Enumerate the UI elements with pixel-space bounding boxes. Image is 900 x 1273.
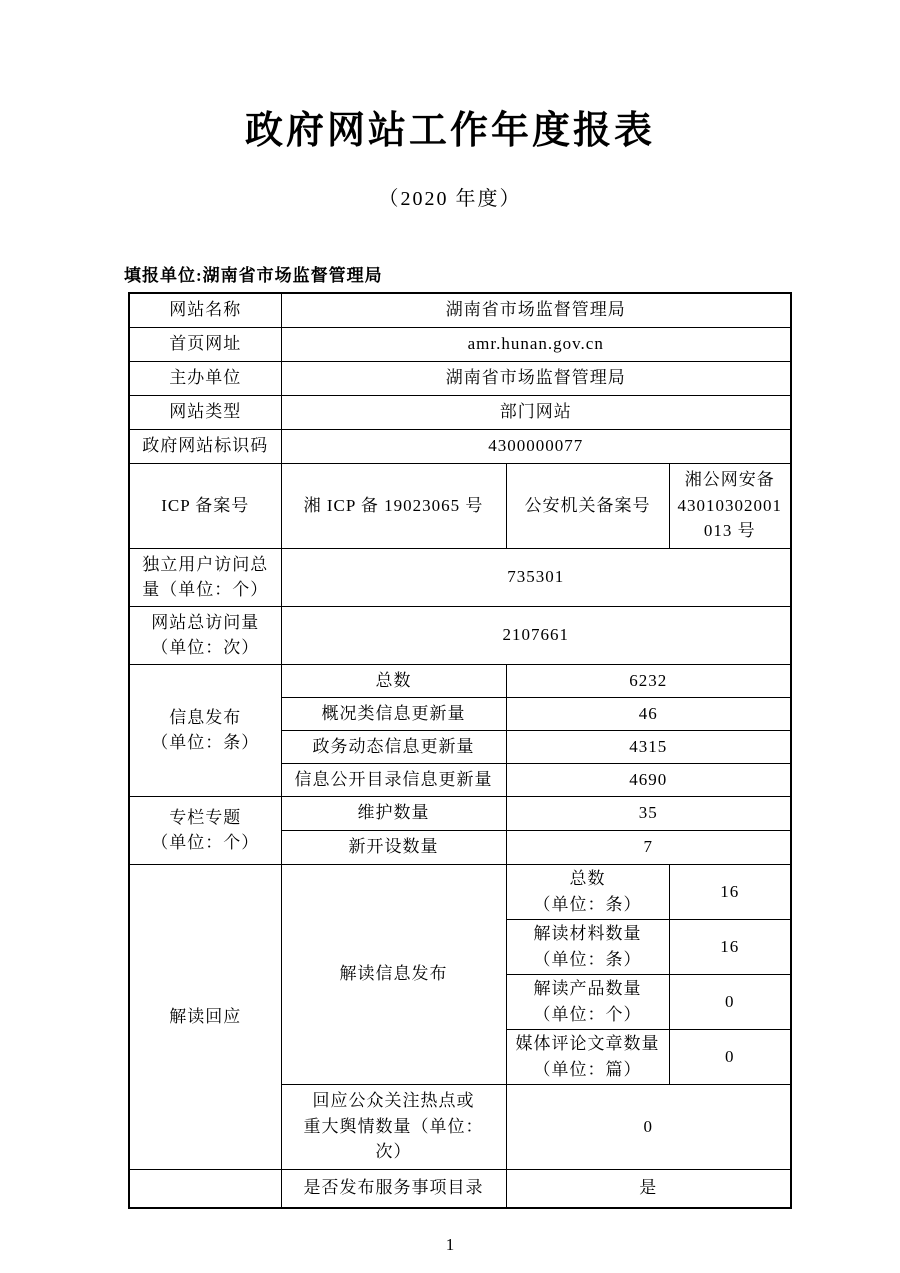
info-overview-label: 概况类信息更新量 — [281, 697, 506, 730]
page-number: 1 — [445, 1234, 455, 1254]
hotspot-label-line: 重大舆情数量（单位： — [303, 1116, 484, 1136]
page-subtitle: （2020 年度） — [378, 187, 522, 210]
police-filing-label: 公安机关备案号 — [506, 463, 669, 548]
columns-new-value: 7 — [506, 830, 791, 864]
site-type-value: 部门网站 — [281, 395, 791, 429]
info-total-value: 6232 — [506, 664, 791, 697]
columns-maintained-value: 35 — [506, 796, 791, 830]
page-title: 政府网站工作年度报表 — [244, 110, 655, 152]
service-directory-row — [129, 1169, 791, 1208]
special-columns-section-line: （单位：个） — [151, 833, 260, 852]
interpret-media-unit: （单位：篇） — [533, 1059, 642, 1079]
home-url-value: amr.hunan.gov.cn — [281, 327, 791, 361]
site-code-label: 政府网站标识码 — [129, 429, 281, 463]
info-directory-value: 4690 — [506, 763, 791, 796]
info-publish-section-line: （单位：条） — [151, 733, 260, 752]
icp-label: ICP 备案号 — [129, 463, 281, 548]
police-filing-value — [669, 463, 791, 548]
unique-users-label-line: 独立用户访问总 — [142, 554, 269, 574]
interpretation-section: 解读回应 — [129, 864, 281, 1169]
interpret-material-value: 16 — [669, 919, 791, 974]
interpret-total-label — [506, 864, 669, 919]
police-filing-line: 013 号 — [703, 521, 756, 541]
interpret-media-label — [506, 1029, 669, 1084]
sponsor-value: 湖南省市场监督管理局 — [281, 361, 791, 395]
columns-new-label: 新开设数量 — [281, 830, 506, 864]
hotspot-label — [281, 1084, 506, 1169]
hotspot-label-line: 次） — [375, 1142, 412, 1162]
sponsor-row — [129, 361, 791, 395]
icp-row — [129, 463, 791, 548]
icp-value: 湘 ICP 备 19023065 号 — [281, 463, 506, 548]
filing-unit: 填报单位:湖南省市场监督管理局 — [124, 265, 383, 285]
total-visits-label — [129, 606, 281, 664]
hotspot-label-line: 回应公众关注热点或 — [312, 1091, 475, 1111]
interpret-media-label-line: 媒体评论文章数量 — [515, 1034, 660, 1053]
site-code-row — [129, 429, 791, 463]
info-dynamics-label: 政务动态信息更新量 — [281, 730, 506, 763]
site-code-value: 4300000077 — [281, 429, 791, 463]
police-filing-line: 43010302001 — [677, 495, 782, 515]
total-visits-row — [129, 606, 791, 664]
interpret-product-label-line: 解读产品数量 — [533, 979, 642, 998]
special-columns-section — [129, 796, 281, 864]
info-publish-total-row — [129, 664, 791, 697]
unique-users-value: 735301 — [281, 548, 791, 606]
interpret-media-value: 0 — [669, 1029, 791, 1084]
interpret-total-label-line: 总数 — [569, 869, 606, 888]
sponsor-label: 主办单位 — [129, 361, 281, 395]
interpret-total-row — [129, 864, 791, 919]
total-visits-label-line: （单位：次） — [151, 638, 260, 657]
interpret-product-label — [506, 974, 669, 1029]
home-url-label: 首页网址 — [129, 327, 281, 361]
police-filing-line: 湘公网安备 — [684, 470, 775, 490]
interpret-publish-label: 解读信息发布 — [281, 864, 506, 1084]
service-directory-label: 是否发布服务事项目录 — [281, 1169, 506, 1208]
home-url-row — [129, 327, 791, 361]
interpret-material-label-line: 解读材料数量 — [533, 924, 642, 943]
site-name-value: 湖南省市场监督管理局 — [281, 293, 791, 328]
info-publish-section — [129, 664, 281, 796]
service-directory-value: 是 — [506, 1169, 791, 1208]
unique-users-label — [129, 548, 281, 606]
interpret-total-value: 16 — [669, 864, 791, 919]
site-name-row — [129, 293, 791, 328]
total-visits-value: 2107661 — [281, 606, 791, 664]
interpret-total-unit: （单位：条） — [533, 894, 642, 914]
columns-maintained-row — [129, 796, 791, 830]
columns-maintained-label: 维护数量 — [281, 796, 506, 830]
annual-report-table — [128, 292, 792, 1209]
interpret-material-label — [506, 919, 669, 974]
site-type-row — [129, 395, 791, 429]
interpret-material-unit: （单位：条） — [533, 949, 642, 969]
empty-cell — [129, 1169, 281, 1208]
unique-users-label-line: 量（单位：个） — [142, 580, 269, 599]
interpret-product-unit: （单位：个） — [533, 1004, 642, 1024]
site-type-label: 网站类型 — [129, 395, 281, 429]
special-columns-section-line: 专栏专题 — [169, 807, 242, 827]
info-overview-value: 46 — [506, 697, 791, 730]
site-name-label: 网站名称 — [129, 293, 281, 328]
total-visits-label-line: 网站总访问量 — [151, 612, 260, 632]
info-total-label: 总数 — [281, 664, 506, 697]
interpret-product-value: 0 — [669, 974, 791, 1029]
info-directory-label: 信息公开目录信息更新量 — [281, 763, 506, 796]
info-dynamics-value: 4315 — [506, 730, 791, 763]
hotspot-value: 0 — [506, 1084, 791, 1169]
unique-users-row — [129, 548, 791, 606]
info-publish-section-line: 信息发布 — [169, 707, 242, 727]
